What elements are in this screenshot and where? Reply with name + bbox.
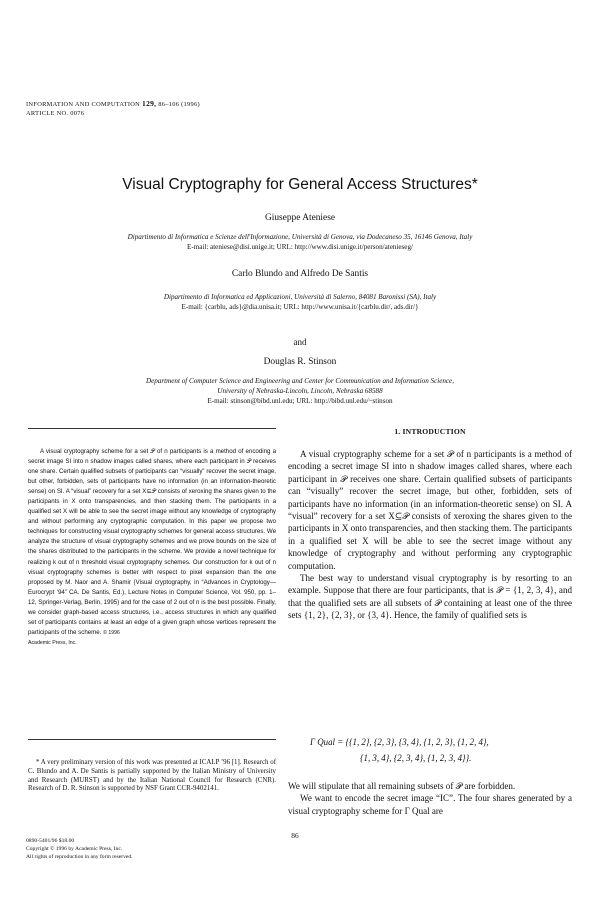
- formula-line-2: {1, 3, 4}, {2, 3, 4}, {1, 2, 3, 4}}.: [360, 753, 472, 763]
- author-names-3: Douglas R. Stinson: [263, 357, 337, 367]
- author-contact-3: E-mail: stinson@bibd.unl.edu; URL: http://bibd.unl.edu/~stinson: [207, 397, 393, 405]
- price-code: 0890-5401/96 $18.00: [26, 838, 75, 844]
- intro-para-4: We want to encode the secret image “IC”. The four shares generated by a visual cryptography scheme for Γ Qual are: [288, 793, 572, 816]
- abstract-copyright: © 1996: [103, 629, 120, 636]
- journal-pages: 86–106 (1996): [158, 101, 200, 108]
- paper-title: Visual Cryptography for General Access Structures*: [122, 176, 478, 193]
- intro-para-3: We will stipulate that all remaining subsets of 𝒫 are forbidden.: [288, 781, 516, 791]
- journal-name: INFORMATION AND COMPUTATION: [26, 101, 141, 108]
- abstract: [28, 447, 276, 648]
- and-separator: and: [293, 337, 307, 347]
- abstract-bottom-rule: [28, 739, 276, 740]
- author-affiliation-3a: Department of Computer Science and Engineering and Center for Communication and Information Science,: [146, 377, 454, 385]
- qualified-sets-formula: [310, 734, 580, 766]
- author-names-1: Giuseppe Ateniese: [264, 213, 336, 223]
- publication-info: [26, 837, 133, 861]
- intro-para-1: A visual cryptography scheme for a set 𝒫 of n participants is a method of encoding a secret image SI into n shadow images called shares, where each participant in 𝒫 receives one share. Certain qualified subsets of participants can “visually” recover the secret image, but other, forbidden, sets of participants have no information (in an information-theoretic sense) on SI. A “visual” recovery for a set X⊆𝒫 consists of xeroxing the shares given to the participants in X onto transparencies, and then stacking them. The participants in a qualified set X will be able to see the secret image without any knowledge of cryptography and without performing any cryptographic computation.: [288, 449, 572, 571]
- abstract-top-rule: [28, 428, 276, 429]
- footnote-text: * A very preliminary version of this work was presented at ICALP ’96 [1]. Research of C. Blundo and A. De Santis is partially supported by the Italian Ministry of University and Research (MURST) and by the Italian National Council for Research (CNR). Research of D. R. Stinson is supported by NSF Grant CCR-9402141.: [28, 759, 276, 793]
- author-contact-2: E-mail: {carblu, ads}@dia.unisa.it; URL: http://www.unisa.it/{carblu.dir/, ads.dir/}: [181, 303, 419, 311]
- formula-line-1: Γ Qual = {{1, 2}, {2, 3}, {3, 4}, {1, 2, 3}, {1, 2, 4},: [310, 737, 489, 747]
- intro-paragraphs-a: [288, 448, 572, 622]
- abstract-text: A visual cryptography scheme for a set 𝒫 of n participants is a method of encoding a secret image SI into n shadow images called shares, where each participant in 𝒫 receives one share. Certain qualified subsets of participants can “visually” recover the secret image, but other, forbidden, sets of participants have no information (in an information-theoretic sense) on SI. A “visual” recovery for a set X⊆𝒫 consists of xeroxing the shares given to the participants in X onto transparencies, and then stacking them. The participants in a qualified set X will be able to see the secret image without any knowledge of cryptography and without performing any cryptographic computation. In this paper we propose two techniques for constructing visual cryptography schemes for general access structures. We analyze the structure of visual cryptography schemes and we prove bounds on the size of the shares distributed to the participants in the scheme. We provide a novel technique for realizing k out of n threshold visual cryptography schemes. Our construction for k out of n visual cryptography schemes is better with respect to pixel expansion than the one proposed by M. Naor and A. Shamir (Visual cryptography, in “Advances in Cryptology—Eurocrypt ’94” CA. De Santis, Ed.), Lecture Notes in Computer Science, Vol. 950, pp. 1–12, Springer-Verlag, Berlin, 1995) and for the case of 2 out of n is the best possible. Finally, we consider graph-based access structures, i.e., access structures in which any qualified set of participants contains at least an edge of a given graph whose vertices represent the participants of the scheme.: [28, 448, 276, 636]
- author-affiliation-3b: University of Nebraska-Lincoln, Lincoln, Nebraska 68588: [217, 387, 383, 395]
- copyright-line: Copyright © 1996 by Academic Press, Inc.: [26, 846, 123, 852]
- author-names-2: Carlo Blundo and Alfredo De Santis: [231, 269, 369, 279]
- abstract-publisher: Academic Press, Inc.: [28, 639, 77, 646]
- author-affiliation-1: Dipartimento di Informatica e Scienze dell'Informazione, Università di Genova, via Dodecaneso 35, 16146 Genova, Italy: [127, 233, 473, 241]
- footnote: [28, 759, 276, 794]
- intro-paragraphs-b: [288, 780, 572, 817]
- author-contact-1: E-mail: ateniese@disi.unige.it; URL: http://www.disi.unige.it/person/atenieseg/: [187, 243, 413, 251]
- article-number: ARTICLE NO. 0076: [26, 109, 85, 117]
- author-affiliation-2: Dipartimento di Informatica ed Applicazioni, Università di Salerno, 84081 Baronissi (SA), Italy: [163, 293, 437, 301]
- rights-line: All rights of reproduction in any form reserved.: [26, 854, 133, 860]
- journal-volume: 129,: [142, 99, 157, 108]
- journal-header: [26, 100, 200, 118]
- section-heading: 1. INTRODUCTION: [394, 427, 466, 436]
- intro-para-2: The best way to understand visual cryptography is by resorting to an example. Suppose that there are four participants, that is 𝒫 = {1, 2, 3, 4}, and that the qualified sets are all subsets of 𝒫 containing at least one of the three sets {1, 2}, {2, 3}, or {3, 4}. Hence, the family of qualified sets is: [288, 573, 572, 621]
- page-number: 86: [291, 831, 299, 840]
